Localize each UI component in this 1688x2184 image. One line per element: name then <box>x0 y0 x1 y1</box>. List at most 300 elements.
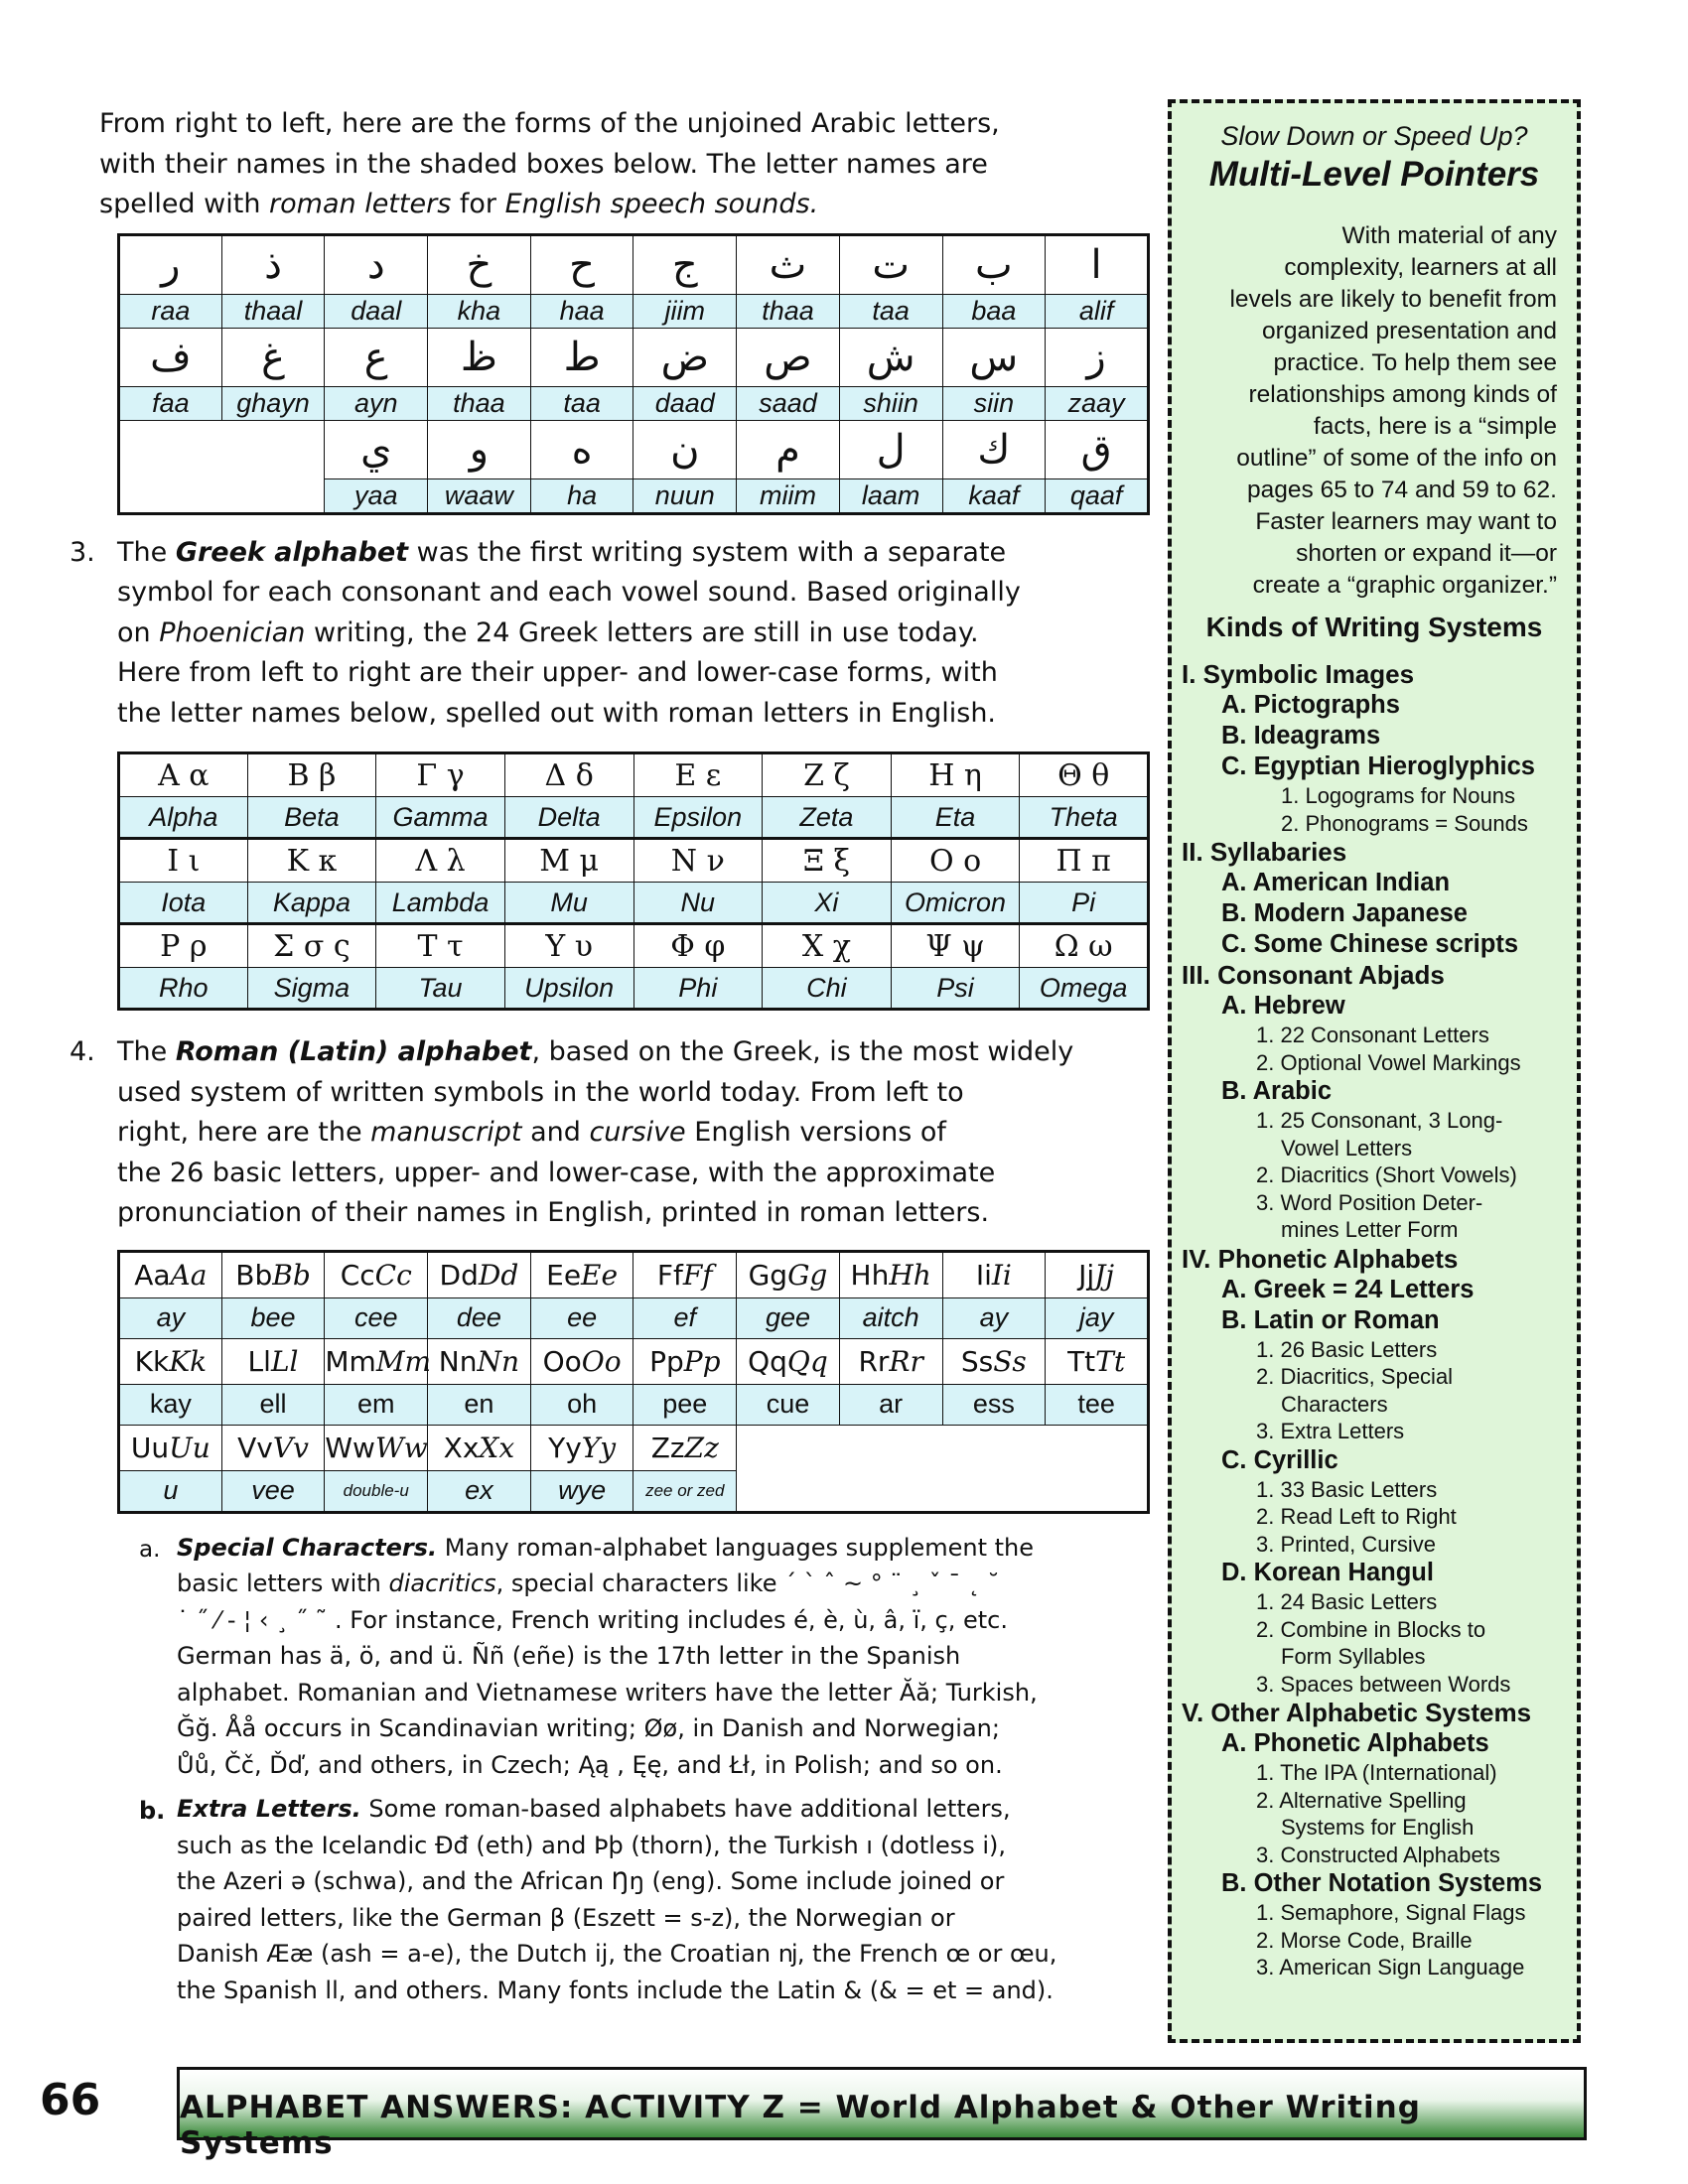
manuscript-letters: Pp <box>649 1344 684 1378</box>
arabic-letter-table <box>117 233 1150 515</box>
roman-letter <box>221 1251 325 1297</box>
note-line: alphabet. Romanian and Vietnamese writers have the letter Ăă; Turkish, <box>177 1678 1038 1706</box>
arabic-letter-name: haa <box>530 294 633 328</box>
cursive-letters: Oo <box>581 1344 622 1378</box>
sidebar-intro-line: organized presentation and <box>1262 318 1557 344</box>
table-row <box>119 839 1149 883</box>
cursive-letters: Ss <box>993 1344 1027 1378</box>
arabic-letter-name: taa <box>839 294 942 328</box>
cursive-letters: Ee <box>581 1258 619 1292</box>
roman-letter <box>428 1425 531 1470</box>
arabic-letter-name: daad <box>633 386 737 420</box>
greek-letter: Ο ο <box>891 839 1020 883</box>
roman-letter-name: ay <box>942 1297 1046 1338</box>
outline-item: 3. Extra Letters <box>1256 1419 1405 1443</box>
sidebar-intro <box>1182 220 1557 602</box>
arabic-letter: ع <box>325 328 428 386</box>
roman-letter-name: zee or zed <box>633 1470 737 1512</box>
manuscript-letters: Yy <box>548 1431 582 1464</box>
manuscript-letters: Cc <box>340 1258 375 1292</box>
arabic-letter-name: kha <box>428 294 531 328</box>
manuscript-letters: Mm <box>325 1344 376 1378</box>
table-row <box>119 797 1149 839</box>
note-label: a. <box>139 1536 161 1563</box>
empty-cell <box>221 478 325 513</box>
outline-item: C. Cyrillic <box>1221 1445 1338 1474</box>
manuscript-letters: Oo <box>542 1344 582 1378</box>
cursive-letters: Ii <box>991 1258 1012 1292</box>
roman-letter <box>633 1425 737 1470</box>
arabic-letter-name: ayn <box>325 386 428 420</box>
cursive-letters: Nn <box>477 1344 520 1378</box>
manuscript-letters: Nn <box>438 1344 478 1378</box>
greek-line: symbol for each consonant and each vowel sound. Based originally <box>117 577 1021 608</box>
roman-letter <box>119 1425 222 1470</box>
roman-line: right, here are the manuscript and cursive English versions of <box>117 1117 946 1148</box>
note-line: Ğğ. Åå occurs in Scandinavian writing; Øø, in Danish and Norwegian; <box>177 1714 1000 1742</box>
manuscript-letters: Rr <box>858 1344 890 1378</box>
greek-section <box>70 533 1172 735</box>
arabic-letter: ص <box>737 328 840 386</box>
outline-item: C. Egyptian Hieroglyphics <box>1221 752 1535 780</box>
greek-letter: Σ σ ς <box>247 924 376 968</box>
outline-item: A. Pictographs <box>1221 691 1400 719</box>
roman-line: used system of written symbols in the world today. From left to <box>117 1076 964 1108</box>
greek-letter-name: Phi <box>633 968 763 1010</box>
table-row <box>119 1470 1149 1512</box>
sidebar-intro-line: Faster learners may want to <box>1255 508 1557 535</box>
roman-letter-name: kay <box>119 1384 222 1425</box>
arabic-letter-name: shiin <box>839 386 942 420</box>
table-row <box>119 1297 1149 1338</box>
note-line: German has ä, ö, and ü. Ññ (eñe) is the 17th letter in the Spanish <box>177 1642 961 1670</box>
roman-letter <box>839 1338 942 1384</box>
outline-item: mines Letter Form <box>1281 1217 1459 1242</box>
greek-letter: Δ δ <box>504 753 633 797</box>
extra-letters-note <box>139 1791 1172 2008</box>
empty-cell <box>942 1470 1046 1512</box>
manuscript-letters: Qq <box>748 1344 787 1378</box>
greek-letter-name: Nu <box>633 883 763 924</box>
arabic-letter-name: thaal <box>221 294 325 328</box>
table-row <box>119 420 1149 478</box>
greek-letter: Χ χ <box>763 924 892 968</box>
manuscript-letters: Ii <box>975 1258 992 1292</box>
outline-item: A. Greek = 24 Letters <box>1221 1275 1475 1303</box>
outline-item: 1. Semaphore, Signal Flags <box>1256 1900 1526 1925</box>
greek-letter: Ξ ξ <box>763 839 892 883</box>
greek-letter-name: Gamma <box>376 797 505 839</box>
sidebar-intro-line: facts, here is a “simple <box>1313 413 1557 440</box>
arabic-letter-name: thaa <box>428 386 531 420</box>
table-row <box>119 328 1149 386</box>
arabic-letter: ك <box>942 420 1046 478</box>
main-content <box>70 104 1172 2008</box>
sidebar-intro-line: create a “graphic organizer.” <box>1252 572 1557 599</box>
manuscript-letters: Ff <box>656 1258 683 1292</box>
writing-systems-outline <box>1182 659 1579 1981</box>
outline-item: B. Arabic <box>1221 1077 1333 1105</box>
table-row <box>119 294 1149 328</box>
roman-letter <box>530 1425 633 1470</box>
intro-line: spelled with roman letters for English speech sounds. <box>99 189 819 219</box>
greek-line: the letter names below, spelled out with roman letters in English. <box>117 697 997 729</box>
greek-letter: Ν ν <box>633 839 763 883</box>
arabic-letter: ط <box>530 328 633 386</box>
arabic-letter: ي <box>325 420 428 478</box>
roman-letter-name: wye <box>530 1470 633 1512</box>
roman-letter-name: aitch <box>839 1297 942 1338</box>
roman-letter <box>530 1338 633 1384</box>
roman-letter-name: ay <box>119 1297 222 1338</box>
arabic-letter: ر <box>119 234 222 294</box>
note-line: paired letters, like the German β (Eszett = s-z), the Norwegian or <box>177 1903 955 1932</box>
item-number: 4. <box>70 1036 95 1067</box>
cursive-letters: Yy <box>581 1431 617 1464</box>
greek-letter-name: Iota <box>119 883 248 924</box>
sidebar-intro-line: pages 65 to 74 and 59 to 62. <box>1247 477 1557 503</box>
roman-letter-name: ess <box>942 1384 1046 1425</box>
greek-letter-name: Tau <box>376 968 505 1010</box>
manuscript-letters: Bb <box>235 1258 273 1292</box>
note-line: Ůů, Čč, Ďď, and others, in Czech; Ąą , Ęę, and Łł, in Polish; and so on. <box>177 1750 1003 1779</box>
roman-letter-name: cee <box>325 1297 428 1338</box>
greek-letter: Μ μ <box>504 839 633 883</box>
greek-letter-name: Mu <box>504 883 633 924</box>
roman-letter-name: pee <box>633 1384 737 1425</box>
arabic-letter-name: raa <box>119 294 222 328</box>
greek-letter: Ψ ψ <box>891 924 1020 968</box>
manuscript-letters: Aa <box>134 1258 171 1292</box>
arabic-letter-name: taa <box>530 386 633 420</box>
roman-section <box>70 1032 1172 1234</box>
roman-letter <box>428 1338 531 1384</box>
outline-item: A. American Indian <box>1221 869 1451 896</box>
greek-letter: Ω ω <box>1020 924 1149 968</box>
outline-item: B. Ideagrams <box>1221 722 1381 750</box>
empty-cell <box>119 478 222 513</box>
arabic-letter: ل <box>839 420 942 478</box>
note-line: Danish Ææ (ash = a-e), the Dutch ĳ, the Croatian ǌ, the French œ or œu, <box>177 1940 1057 1968</box>
roman-letter-name: dee <box>428 1297 531 1338</box>
roman-letter <box>737 1338 840 1384</box>
sidebar-intro-line: relationships among kinds of <box>1248 381 1557 408</box>
greek-letter-name: Omicron <box>891 883 1020 924</box>
outline-item: 2. Read Left to Right <box>1256 1504 1457 1529</box>
arabic-letter: خ <box>428 234 531 294</box>
roman-letter <box>530 1251 633 1297</box>
sidebar-intro-line: shorten or expand it—or <box>1296 540 1557 567</box>
sidebar-intro-line: practice. To help them see <box>1273 349 1557 376</box>
roman-letter-name: u <box>119 1470 222 1512</box>
outline-item: A. Hebrew <box>1221 992 1345 1020</box>
table-row <box>119 1338 1149 1384</box>
greek-letter: Β β <box>247 753 376 797</box>
outline-item: II. Syllabaries <box>1182 837 1347 867</box>
roman-letter <box>325 1338 432 1384</box>
arabic-letter-name: alif <box>1046 294 1149 328</box>
arabic-letter: ج <box>633 234 737 294</box>
manuscript-letters: Hh <box>850 1258 890 1292</box>
arabic-letter-name: miim <box>737 478 840 513</box>
table-row <box>119 234 1149 294</box>
outline-item: 2. Phonograms = Sounds <box>1281 810 1528 836</box>
outline-item: 2. Diacritics (Short Vowels) <box>1256 1162 1517 1187</box>
page-number: 66 <box>40 2075 101 2125</box>
greek-letter: Θ θ <box>1020 753 1149 797</box>
arabic-letter-name: saad <box>737 386 840 420</box>
greek-letter: Ι ι <box>119 839 248 883</box>
greek-letter: Λ λ <box>376 839 505 883</box>
greek-letter-name: Theta <box>1020 797 1149 839</box>
arabic-letter: ظ <box>428 328 531 386</box>
manuscript-letters: Xx <box>443 1431 480 1464</box>
outline-item: 1. 26 Basic Letters <box>1256 1336 1438 1362</box>
table-row <box>119 386 1149 420</box>
roman-letter <box>119 1251 222 1297</box>
greek-letter-table <box>117 751 1150 1011</box>
sidebar-intro-line: complexity, learners at all <box>1284 254 1557 281</box>
cursive-letters: Gg <box>787 1258 828 1292</box>
roman-letter <box>839 1251 942 1297</box>
greek-letter-name: Epsilon <box>633 797 763 839</box>
table-row <box>119 1384 1149 1425</box>
roman-letter-table <box>117 1250 1150 1514</box>
sidebar-intro-line: With material of any <box>1341 222 1557 249</box>
greek-letter: Ε ε <box>633 753 763 797</box>
footer-banner <box>177 2067 1587 2161</box>
roman-letter-name: em <box>325 1384 428 1425</box>
roman-letter-name: jay <box>1046 1297 1149 1338</box>
roman-letter <box>633 1251 737 1297</box>
item-number: 3. <box>70 536 95 568</box>
note-line: Special Characters. Many roman-alphabet languages supplement the <box>177 1533 1035 1562</box>
arabic-letter-name: baa <box>942 294 1046 328</box>
cursive-letters: Kk <box>169 1344 208 1378</box>
outline-item: Systems for English <box>1281 1815 1475 1840</box>
greek-letter-name: Eta <box>891 797 1020 839</box>
cursive-letters: Uu <box>169 1431 211 1464</box>
manuscript-letters: Ee <box>546 1258 582 1292</box>
table-row <box>119 968 1149 1010</box>
note-line: the Spanish ll, and others. Many fonts include the Latin & (& = et = and). <box>177 1976 1054 2004</box>
roman-letter-name: ar <box>839 1384 942 1425</box>
greek-letter-name: Zeta <box>763 797 892 839</box>
arabic-letter-name: daal <box>325 294 428 328</box>
roman-letter <box>737 1251 840 1297</box>
cursive-letters: Aa <box>170 1258 208 1292</box>
greek-line: on Phoenician writing, the 24 Greek letters are still in use today. <box>117 616 979 648</box>
roman-line: pronunciation of their names in English, printed in roman letters. <box>117 1197 990 1228</box>
arabic-letter: و <box>428 420 531 478</box>
roman-letter <box>221 1338 325 1384</box>
arabic-letter-name: nuun <box>633 478 737 513</box>
roman-letter <box>633 1338 737 1384</box>
arabic-letter: ث <box>737 234 840 294</box>
table-row <box>119 924 1149 968</box>
note-line: ˙ ˝ ⁄ - ¦ ‹ ¸ ˝ ˜ . For instance, French writing includes é, è, ù, â, ï, ç, etc. <box>177 1605 1008 1634</box>
cursive-letters: Bb <box>272 1258 311 1292</box>
cursive-letters: Hh <box>889 1258 931 1292</box>
cursive-letters: Rr <box>889 1344 923 1378</box>
greek-letter: Ρ ρ <box>119 924 248 968</box>
outline-item: 3. Word Position Deter- <box>1256 1189 1483 1215</box>
greek-letter: Α α <box>119 753 248 797</box>
greek-letter: Κ κ <box>247 839 376 883</box>
arabic-letter: غ <box>221 328 325 386</box>
roman-letter <box>1046 1251 1149 1297</box>
arabic-letter: د <box>325 234 428 294</box>
empty-cell <box>1046 1425 1149 1470</box>
cursive-letters: Qq <box>786 1344 828 1378</box>
greek-line: The Greek alphabet was the first writing system with a separate <box>117 536 1007 568</box>
arabic-letter: ه <box>530 420 633 478</box>
sidebar-kicker: Slow Down or Speed Up? <box>1220 121 1528 151</box>
arabic-letter: ز <box>1046 328 1149 386</box>
roman-letter-name: vee <box>221 1470 325 1512</box>
roman-line: the 26 basic letters, upper- and lower-case, with the approximate <box>117 1157 996 1188</box>
roman-letter <box>428 1251 531 1297</box>
greek-letter-name: Alpha <box>119 797 248 839</box>
outline-item: I. Symbolic Images <box>1182 659 1415 689</box>
greek-letter-name: Delta <box>504 797 633 839</box>
table-row <box>119 1425 1149 1470</box>
outline-item: V. Other Alphabetic Systems <box>1182 1698 1532 1727</box>
arabic-intro <box>99 104 1172 225</box>
roman-line: The Roman (Latin) alphabet, based on the Greek, is the most widely <box>117 1036 1074 1067</box>
outline-item: 2. Alternative Spelling <box>1256 1787 1467 1813</box>
outline-item: 1. The IPA (International) <box>1256 1760 1497 1785</box>
greek-letter: Ζ ζ <box>763 753 892 797</box>
arabic-letter: ت <box>839 234 942 294</box>
note-line: the Azeri ə (schwa), and the African Ŋŋ (eng). Some include joined or <box>177 1867 1005 1895</box>
sidebar-intro-line: levels are likely to benefit from <box>1229 286 1557 313</box>
roman-letter-name: ef <box>633 1297 737 1338</box>
empty-cell <box>221 420 325 478</box>
empty-cell <box>942 1425 1046 1470</box>
outline-item: 3. Constructed Alphabets <box>1256 1842 1500 1867</box>
table-row <box>119 883 1149 924</box>
empty-cell <box>839 1470 942 1512</box>
table-row <box>119 1251 1149 1297</box>
outline-item: B. Latin or Roman <box>1221 1305 1440 1334</box>
arabic-letter-name: zaay <box>1046 386 1149 420</box>
table-row <box>119 753 1149 797</box>
footer-title: ALPHABET ANSWERS: ACTIVITY Z = World Alphabet & Other Writing Systems <box>180 2090 1421 2161</box>
cursive-letters: Cc <box>374 1258 412 1292</box>
empty-cell <box>737 1425 840 1470</box>
outline-item: 2. Optional Vowel Markings <box>1256 1049 1521 1075</box>
manuscript-letters: Dd <box>439 1258 479 1292</box>
cursive-letters: Ll <box>270 1344 299 1378</box>
cursive-letters: Zz <box>684 1431 719 1464</box>
manuscript-letters: Kk <box>134 1344 170 1378</box>
greek-line: Here from left to right are their upper- and lower-case forms, with <box>117 657 998 688</box>
note-label: b. <box>139 1797 166 1825</box>
greek-letter: Υ υ <box>504 924 633 968</box>
arabic-letter-name: siin <box>942 386 1046 420</box>
cursive-letters: Jj <box>1094 1258 1115 1292</box>
empty-cell <box>737 1470 840 1512</box>
arabic-letter: ح <box>530 234 633 294</box>
roman-letter <box>119 1338 222 1384</box>
roman-letter-name: oh <box>530 1384 633 1425</box>
arabic-letter: ف <box>119 328 222 386</box>
roman-letter <box>221 1425 325 1470</box>
outline-item: Vowel Letters <box>1281 1135 1413 1160</box>
special-characters-note <box>139 1530 1172 1784</box>
greek-letter-name: Rho <box>119 968 248 1010</box>
greek-letter-name: Chi <box>763 968 892 1010</box>
intro-line: with their names in the shaded boxes below. The letter names are <box>99 148 988 180</box>
greek-letter-name: Sigma <box>247 968 376 1010</box>
cursive-letters: Ff <box>682 1258 713 1292</box>
outline-item: IV. Phonetic Alphabets <box>1182 1243 1459 1274</box>
manuscript-letters: Ww <box>325 1431 375 1464</box>
arabic-letter-name: ghayn <box>221 386 325 420</box>
greek-letter-name: Beta <box>247 797 376 839</box>
arabic-letter-name: laam <box>839 478 942 513</box>
manuscript-letters: Ss <box>960 1344 994 1378</box>
sidebar-intro-line: outline” of some of the info on <box>1236 445 1557 472</box>
outline-item: Characters <box>1281 1391 1388 1417</box>
arabic-letter: م <box>737 420 840 478</box>
empty-cell <box>839 1425 942 1470</box>
empty-cell <box>119 420 222 478</box>
greek-letter-name: Upsilon <box>504 968 633 1010</box>
arabic-letter-name: qaaf <box>1046 478 1149 513</box>
sidebar-heading: Kinds of Writing Systems <box>1205 612 1543 642</box>
roman-letter <box>942 1251 1046 1297</box>
greek-letter: Φ φ <box>633 924 763 968</box>
outline-item: 1. 22 Consonant Letters <box>1256 1023 1489 1047</box>
manuscript-letters: Ll <box>247 1344 271 1378</box>
roman-letter-name: bee <box>221 1297 325 1338</box>
arabic-letter: ذ <box>221 234 325 294</box>
outline-item: III. Consonant Abjads <box>1182 960 1445 990</box>
roman-letter-name: ee <box>530 1297 633 1338</box>
outline-item: 1. Logograms for Nouns <box>1281 783 1516 808</box>
outline-item: A. Phonetic Alphabets <box>1221 1729 1489 1757</box>
cursive-letters: Xx <box>479 1431 515 1464</box>
roman-letter <box>942 1338 1046 1384</box>
manuscript-letters: Zz <box>650 1431 685 1464</box>
cursive-letters: Tt <box>1095 1344 1126 1378</box>
outline-item: D. Korean Hangul <box>1221 1559 1434 1586</box>
manuscript-letters: Gg <box>748 1258 788 1292</box>
outline-item: 3. Spaces between Words <box>1256 1671 1511 1697</box>
empty-cell <box>1046 1470 1149 1512</box>
outline-item: 3. Printed, Cursive <box>1256 1531 1436 1557</box>
greek-letter-name: Pi <box>1020 883 1149 924</box>
cursive-letters: Mm <box>375 1344 432 1378</box>
outline-item: B. Modern Japanese <box>1221 899 1468 927</box>
manuscript-letters: Jj <box>1078 1258 1095 1292</box>
greek-letter: Γ γ <box>376 753 505 797</box>
cursive-letters: Vv <box>272 1431 309 1464</box>
arabic-letter-name: jiim <box>633 294 737 328</box>
roman-letter-name: ex <box>428 1470 531 1512</box>
outline-item: B. Other Notation Systems <box>1221 1869 1543 1897</box>
intro-line: From right to left, here are the forms of the unjoined Arabic letters, <box>99 108 1000 139</box>
arabic-letter-name: waaw <box>428 478 531 513</box>
outline-item: 1. 24 Basic Letters <box>1256 1589 1438 1614</box>
manuscript-letters: Tt <box>1067 1344 1096 1378</box>
roman-letter-name: ell <box>221 1384 325 1425</box>
greek-letter-name: Xi <box>763 883 892 924</box>
manuscript-letters: Vv <box>237 1431 273 1464</box>
outline-item: 2. Morse Code, Braille <box>1256 1927 1473 1953</box>
